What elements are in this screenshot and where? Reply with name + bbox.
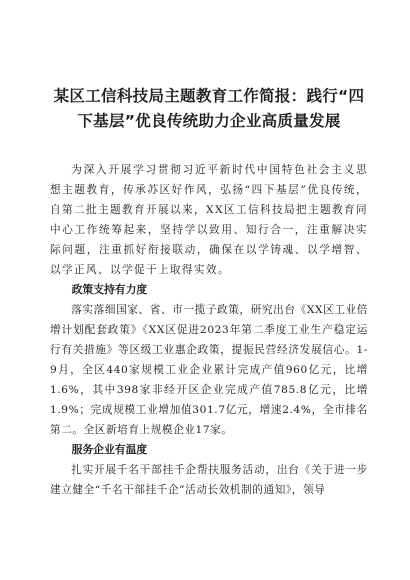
section-heading-policy-support: 政策支持有力度 bbox=[71, 283, 148, 296]
intro-paragraph: 为深入开展学习贯彻习近平新时代中国特色社会主义思想主题教育，传承苏区好作风，弘扬“四下基层”优良传统，自第二批主题教育开展以来，XX区工信科技局把主题教育同中心工作统筹起来，坚持学以致用、知行合一，注重解决实际问题，注重抓好衔接联动，确保在以学铸魂、以学增智、以学正风、以学促干上取得实效。 bbox=[50, 164, 368, 276]
document-title: 某区工信科技局主题教育工作简报：践行“四下基层”优良传统助力企业高质量发展 bbox=[53, 87, 365, 130]
section-heading-enterprise-service: 服务企业有温度 bbox=[71, 443, 148, 456]
enterprise-service-paragraph: 扎实开展千名干部挂千企帮扶服务活动，出台《关于进一步建立健全“千名干部挂千企”活动长效机制的通知》，领导 bbox=[50, 464, 368, 496]
policy-support-paragraph: 落实落细国家、省、市一揽子政策，研究出台《XX区工业倍增计划配套政策》《XX区促进2023年第二季度工业生产稳定运行有关措施》等区级工业惠企政策，提振民营经济发展信心。1-9月，全区440家规模工业企业累计完成产值960亿元，比增1.6%，其中398家非经开区企业完成产值785.8亿元，比增1.9%；完成规模工业增加值301.7亿元，增速2.4%，全市排名第二。全区新培育上规模企业17家。 bbox=[50, 304, 368, 436]
